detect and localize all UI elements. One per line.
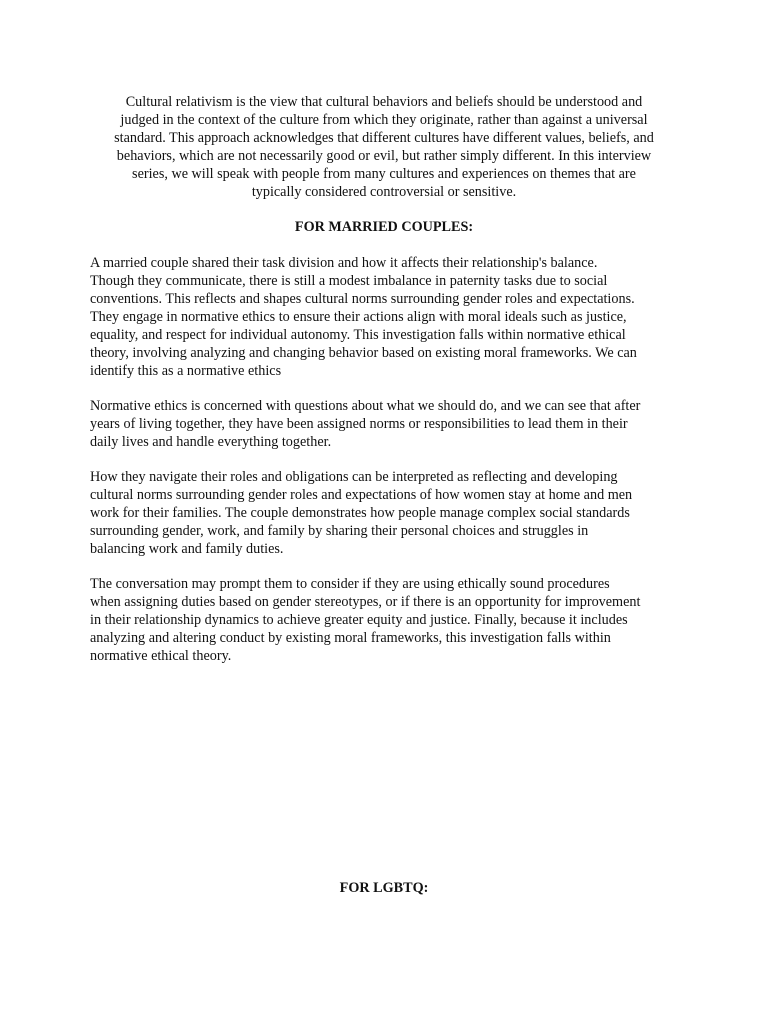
paragraph-line: daily lives and handle everything together. xyxy=(90,434,332,450)
paragraph-line: theory, involving analyzing and changing behavior based on existing moral frameworks. We can xyxy=(90,345,637,361)
heading-married-couples: FOR MARRIED COUPLES: xyxy=(294,219,474,235)
paragraph-roles-obligations xyxy=(90,468,690,558)
intro-line: standard. This approach acknowledges that different cultures have different values, beliefs, and xyxy=(114,130,654,146)
paragraph-line: identify this as a normative ethics xyxy=(90,363,282,379)
paragraph-line: surrounding gender, work, and family by sharing their personal choices and struggles in xyxy=(90,523,589,539)
paragraph-line: analyzing and altering conduct by existing moral frameworks, this investigation falls within xyxy=(90,630,611,646)
paragraph-line: years of living together, they have been assigned norms or responsibilities to lead them in their xyxy=(90,416,628,432)
paragraph-line: Though they communicate, there is still a modest imbalance in paternity tasks due to social xyxy=(90,273,608,289)
paragraph-line: conventions. This reflects and shapes cultural norms surrounding gender roles and expectations. xyxy=(90,291,635,307)
intro-paragraph xyxy=(92,93,676,201)
paragraph-line: They engage in normative ethics to ensure their actions align with moral ideals such as justice, xyxy=(90,309,627,325)
paragraph-normative-ethics xyxy=(90,397,690,451)
paragraph-line: in their relationship dynamics to achieve greater equity and justice. Finally, because it includes xyxy=(90,612,628,628)
intro-line: judged in the context of the culture from which they originate, rather than against a universal xyxy=(120,112,648,128)
paragraph-line: The conversation may prompt them to consider if they are using ethically sound procedures xyxy=(90,576,610,592)
intro-line: series, we will speak with people from many cultures and experiences on themes that are xyxy=(132,166,636,182)
heading-lgbtq: FOR LGBTQ: xyxy=(339,880,429,896)
paragraph-conversation xyxy=(90,575,690,665)
paragraph-line: work for their families. The couple demonstrates how people manage complex social standards xyxy=(90,505,630,521)
paragraph-line: cultural norms surrounding gender roles and expectations of how women stay at home and men xyxy=(90,487,633,503)
paragraph-line: equality, and respect for individual autonomy. This investigation falls within normative ethical xyxy=(90,327,626,343)
paragraph-task-division xyxy=(90,254,690,380)
paragraph-line: balancing work and family duties. xyxy=(90,541,284,557)
intro-line: typically considered controversial or sensitive. xyxy=(251,184,517,200)
intro-line: behaviors, which are not necessarily good or evil, but rather simply different. In this interview xyxy=(116,148,652,164)
intro-line: Cultural relativism is the view that cultural behaviors and beliefs should be understood and xyxy=(125,94,643,110)
paragraph-line: How they navigate their roles and obligations can be interpreted as reflecting and developing xyxy=(90,469,618,485)
paragraph-line: Normative ethics is concerned with questions about what we should do, and we can see that after xyxy=(90,398,641,414)
paragraph-line: A married couple shared their task division and how it affects their relationship's balance. xyxy=(90,255,598,271)
paragraph-line: normative ethical theory. xyxy=(90,648,232,664)
paragraph-line: when assigning duties based on gender stereotypes, or if there is an opportunity for improvement xyxy=(90,594,641,610)
